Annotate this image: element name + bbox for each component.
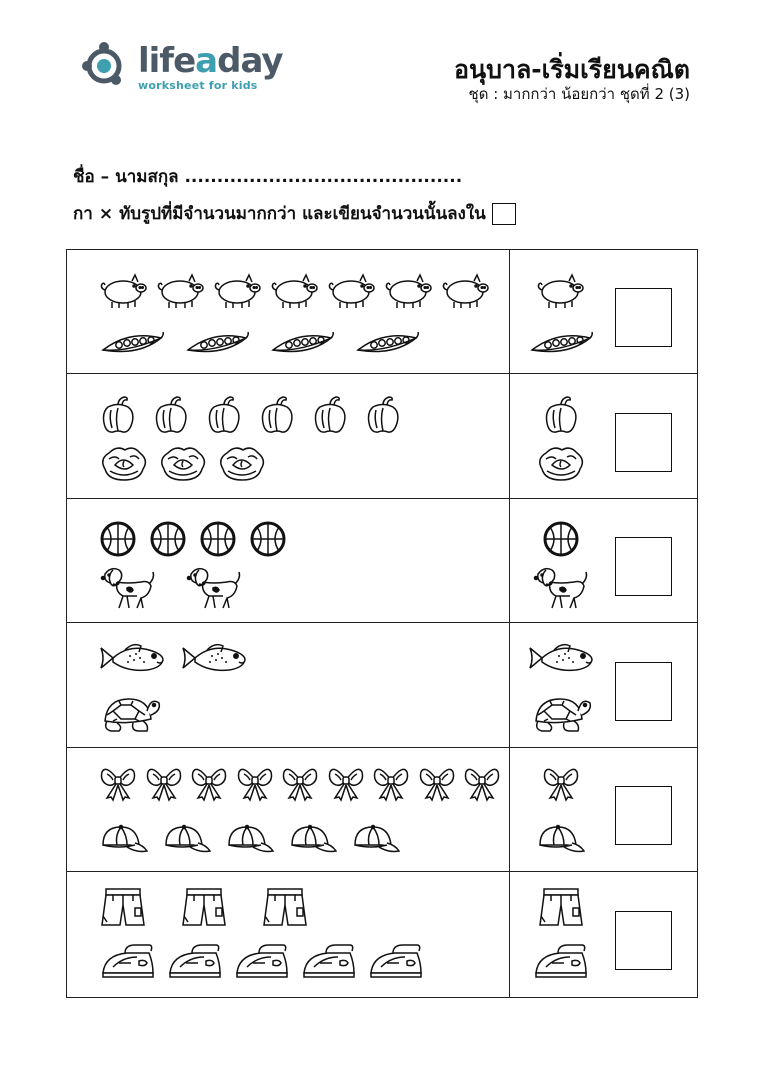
group-a-picture[interactable]: [327, 272, 377, 310]
logo-tagline: worksheet for kids: [138, 79, 258, 92]
group-b-picture[interactable]: [351, 823, 401, 857]
pig-icon: [441, 272, 491, 310]
group-a-picture[interactable]: [99, 886, 147, 930]
example-box-icon: [492, 203, 516, 225]
logo-word-day: day: [217, 41, 283, 81]
name-field-label: ชื่อ – นามสกุล ...........................................: [73, 167, 463, 187]
fish-icon: [99, 642, 165, 674]
bow-icon: [372, 765, 410, 801]
group-b-picture[interactable]: [225, 823, 275, 857]
group-a-picture[interactable]: [190, 765, 228, 801]
group-a-picture[interactable]: [249, 520, 287, 558]
pig-icon: [213, 272, 263, 310]
group-b-picture[interactable]: [99, 943, 157, 979]
group-b-picture[interactable]: [184, 332, 250, 356]
pea-pod-icon: [184, 332, 250, 356]
group-a-picture[interactable]: [149, 520, 187, 558]
turtle-icon: [99, 691, 161, 735]
reference-picture-b: [532, 564, 590, 612]
group-a-picture[interactable]: [152, 395, 190, 435]
reference-picture-a: [542, 765, 580, 801]
cap-icon: [225, 823, 275, 857]
reference-picture-a: [528, 642, 594, 674]
group-a-picture[interactable]: [258, 395, 296, 435]
group-a-picture[interactable]: [311, 395, 349, 435]
group-a-picture[interactable]: [99, 642, 165, 674]
pea-pod-icon: [354, 332, 420, 356]
answer-box[interactable]: [615, 537, 672, 596]
bell-pepper-icon: [99, 395, 137, 435]
group-a-picture[interactable]: [327, 765, 365, 801]
worksheet-row-1: [67, 250, 697, 374]
pea-pod-icon: [528, 332, 594, 356]
group-a-picture[interactable]: [99, 520, 137, 558]
iron-icon: [367, 943, 425, 979]
group-b-picture[interactable]: [162, 823, 212, 857]
answer-box[interactable]: [615, 413, 672, 472]
worksheet-row-2: [67, 375, 697, 499]
cabbage-icon: [536, 445, 586, 483]
fish-icon: [181, 642, 247, 674]
bow-icon: [236, 765, 274, 801]
group-b-picture[interactable]: [99, 564, 157, 612]
group-b-picture[interactable]: [185, 564, 243, 612]
turtle-icon: [530, 691, 592, 735]
iron-icon: [532, 943, 590, 979]
cap-icon: [162, 823, 212, 857]
basketball-icon: [199, 520, 237, 558]
dog-icon: [532, 564, 590, 612]
group-b-picture[interactable]: [99, 445, 149, 483]
group-a-picture[interactable]: [384, 272, 434, 310]
group-b-picture[interactable]: [166, 943, 224, 979]
instruction-text: [73, 200, 516, 227]
group-a-picture[interactable]: [463, 765, 501, 801]
reference-picture-a: [536, 272, 586, 310]
shorts-icon: [261, 886, 309, 930]
worksheet-row-5: [67, 748, 697, 872]
shorts-icon: [537, 886, 585, 930]
reference-picture-b: [536, 445, 586, 483]
worksheet-table: [66, 249, 698, 998]
bell-pepper-icon: [258, 395, 296, 435]
bow-icon: [281, 765, 319, 801]
fish-icon: [528, 642, 594, 674]
cap-icon: [288, 823, 338, 857]
pig-icon: [327, 272, 377, 310]
bell-pepper-icon: [311, 395, 349, 435]
group-a-picture[interactable]: [99, 395, 137, 435]
pig-icon: [384, 272, 434, 310]
pig-icon: [99, 272, 149, 310]
basketball-icon: [99, 520, 137, 558]
group-b-picture[interactable]: [300, 943, 358, 979]
group-b-picture[interactable]: [233, 943, 291, 979]
group-a-picture[interactable]: [213, 272, 263, 310]
logo-wordmark: [138, 42, 283, 80]
reference-picture-b: [530, 691, 592, 735]
dog-icon: [99, 564, 157, 612]
answer-box[interactable]: [615, 786, 672, 845]
logo-word-a: a: [195, 41, 218, 81]
reference-picture-a: [537, 886, 585, 930]
shorts-icon: [99, 886, 147, 930]
group-a-picture[interactable]: [372, 765, 410, 801]
group-a-picture[interactable]: [181, 642, 247, 674]
logo-mark-icon: [82, 40, 134, 92]
answer-box[interactable]: [615, 911, 672, 970]
worksheet-row-3: [67, 499, 697, 623]
answer-box[interactable]: [615, 662, 672, 721]
group-a-picture[interactable]: [270, 272, 320, 310]
group-a-picture[interactable]: [180, 886, 228, 930]
group-b-picture[interactable]: [269, 332, 335, 356]
bow-icon: [418, 765, 456, 801]
pea-pod-icon: [99, 332, 165, 356]
dog-icon: [185, 564, 243, 612]
cabbage-icon: [99, 445, 149, 483]
reference-picture-b: [536, 823, 586, 857]
group-a-picture[interactable]: [364, 395, 402, 435]
bell-pepper-icon: [205, 395, 243, 435]
group-a-picture[interactable]: [261, 886, 309, 930]
reference-picture-a: [542, 520, 580, 558]
group-b-picture[interactable]: [367, 943, 425, 979]
worksheet-subtitle: ชุด : มากกว่า น้อยกว่า ชุดที่ 2 (3): [468, 85, 690, 103]
group-b-picture[interactable]: [158, 445, 208, 483]
group-a-picture[interactable]: [236, 765, 274, 801]
iron-icon: [300, 943, 358, 979]
worksheet-row-4: [67, 624, 697, 748]
group-a-picture[interactable]: [205, 395, 243, 435]
worksheet-title: อนุบาล-เริ่มเรียนคณิต: [453, 55, 690, 84]
pig-icon: [270, 272, 320, 310]
iron-icon: [166, 943, 224, 979]
group-a-picture[interactable]: [418, 765, 456, 801]
group-b-picture[interactable]: [217, 445, 267, 483]
bell-pepper-icon: [542, 395, 580, 435]
instruction-part1: กา: [73, 204, 93, 224]
bow-icon: [327, 765, 365, 801]
group-b-picture[interactable]: [99, 332, 165, 356]
reference-picture-b: [532, 943, 590, 979]
pea-pod-icon: [269, 332, 335, 356]
group-a-picture[interactable]: [281, 765, 319, 801]
instruction-part2: ทับรูปที่มีจำนวนมากกว่า และเขียนจำนวนนั้นลงใน: [119, 204, 486, 224]
group-a-picture[interactable]: [199, 520, 237, 558]
group-a-picture[interactable]: [441, 272, 491, 310]
reference-picture-a: [542, 395, 580, 435]
group-a-picture[interactable]: [99, 272, 149, 310]
group-b-picture[interactable]: [354, 332, 420, 356]
cap-icon: [99, 823, 149, 857]
answer-box[interactable]: [615, 288, 672, 347]
lifeaday-logo: [82, 38, 282, 98]
basketball-icon: [149, 520, 187, 558]
shorts-icon: [180, 886, 228, 930]
group-b-picture[interactable]: [288, 823, 338, 857]
pig-icon: [156, 272, 206, 310]
group-b-picture[interactable]: [99, 691, 161, 735]
group-a-picture[interactable]: [99, 765, 137, 801]
pig-icon: [536, 272, 586, 310]
cap-icon: [536, 823, 586, 857]
cross-mark-icon: ×: [98, 203, 114, 224]
basketball-icon: [542, 520, 580, 558]
cabbage-icon: [158, 445, 208, 483]
bow-icon: [190, 765, 228, 801]
bow-icon: [99, 765, 137, 801]
group-b-picture[interactable]: [99, 823, 149, 857]
cap-icon: [351, 823, 401, 857]
basketball-icon: [249, 520, 287, 558]
logo-word-life: life: [138, 41, 196, 81]
bow-icon: [463, 765, 501, 801]
iron-icon: [99, 943, 157, 979]
worksheet-row-6: [67, 873, 697, 997]
group-a-picture[interactable]: [145, 765, 183, 801]
bell-pepper-icon: [364, 395, 402, 435]
bow-icon: [145, 765, 183, 801]
cabbage-icon: [217, 445, 267, 483]
bell-pepper-icon: [152, 395, 190, 435]
bow-icon: [542, 765, 580, 801]
iron-icon: [233, 943, 291, 979]
group-a-picture[interactable]: [156, 272, 206, 310]
reference-picture-b: [528, 332, 594, 356]
